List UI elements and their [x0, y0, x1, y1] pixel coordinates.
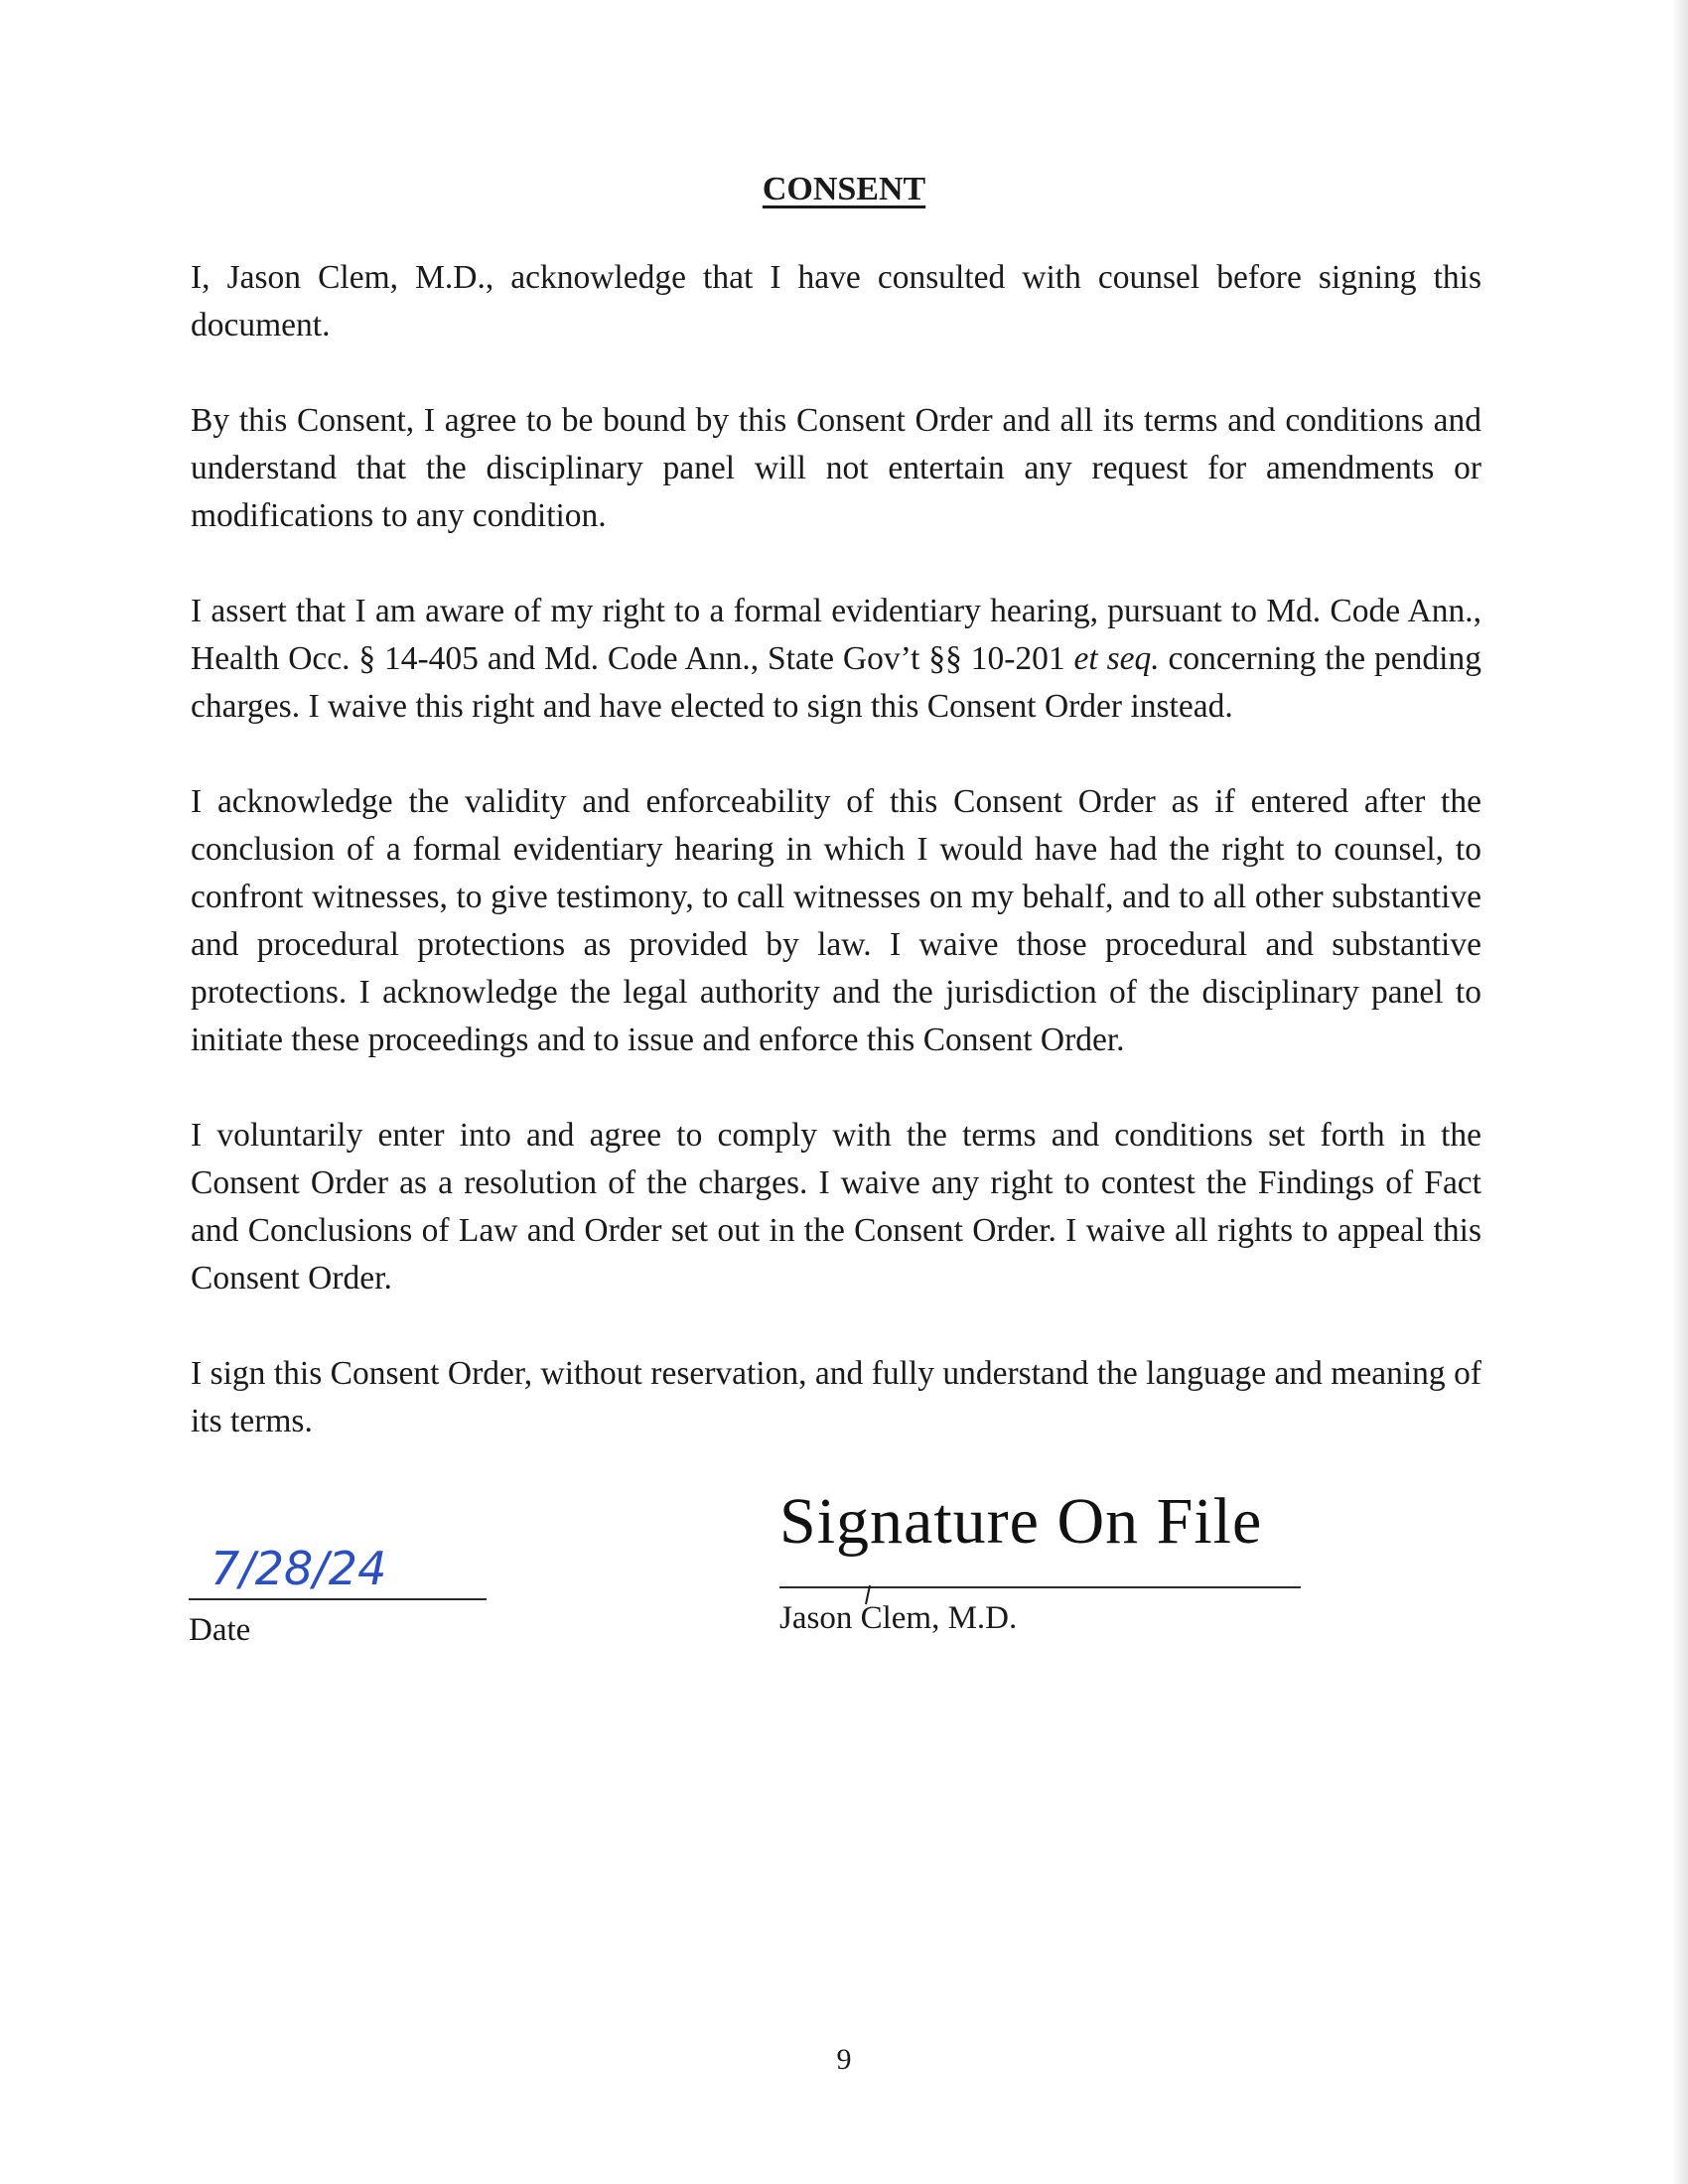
date-label: Date: [189, 1612, 251, 1648]
handwritten-date-text: 7/28/24: [211, 1542, 387, 1595]
paragraph-sign: I sign this Consent Order, without reservation, and fully understand the language and meaning of its terms.: [191, 1355, 1481, 1439]
paragraph-hearing-rights: [191, 588, 1481, 731]
signature-on-file: Signature On File: [779, 1485, 1263, 1558]
signer-name: Jason Clem, M.D.: [779, 1600, 1018, 1636]
hearing-text-b: concerning the pending charges. I waive this right and have elected to sign this Consent Order instead.: [191, 640, 1481, 725]
paragraph-voluntary: I voluntarily enter into and agree to comply with the terms and conditions set forth in the Consent Order as a resolution of the charges. I waive any right to contest the Findings of Fact and Conclusions of Law and Order set out in the Consent Order. I waive all rights to appeal this Consent Order.: [191, 1117, 1481, 1297]
scan-edge-shadow: [1672, 0, 1688, 2184]
paragraph-counsel: I, Jason Clem, M.D., acknowledge that I have consulted with counsel before signing this document.: [191, 259, 1481, 343]
hearing-text-a: I assert that I am aware of my right to a formal evidentiary hearing, pursuant to Md. Code Ann., Health Occ. § 14-405 and Md. Code Ann., State Gov’t §§ 10-201: [191, 593, 1481, 677]
hearing-text-italic: et seq.: [1073, 640, 1160, 677]
paragraph-bound: By this Consent, I agree to be bound by this Consent Order and all its terms and conditions and understand that the disciplinary panel will not entertain any request for amendments or modifications to any condition.: [191, 402, 1481, 534]
paragraph-validity: I acknowledge the validity and enforceability of this Consent Order as if entered after the conclusion of a formal evidentiary hearing in which I would have had the right to counsel, to confront witnesses, to give testimony, to call witnesses on my behalf, and to all other substantive and procedural protections as provided by law. I waive those procedural and substantive protections. I acknowledge the legal authority and the jurisdiction of the disciplinary panel to initiate these proceedings and to issue and enforce this Consent Order.: [191, 783, 1481, 1058]
page-number: 9: [836, 2043, 852, 2076]
signature-line: [779, 1586, 1301, 1588]
handwritten-date: [209, 1529, 407, 1598]
consent-body: [191, 254, 1481, 1493]
date-line: [189, 1598, 487, 1600]
document-title: CONSENT: [762, 171, 926, 207]
